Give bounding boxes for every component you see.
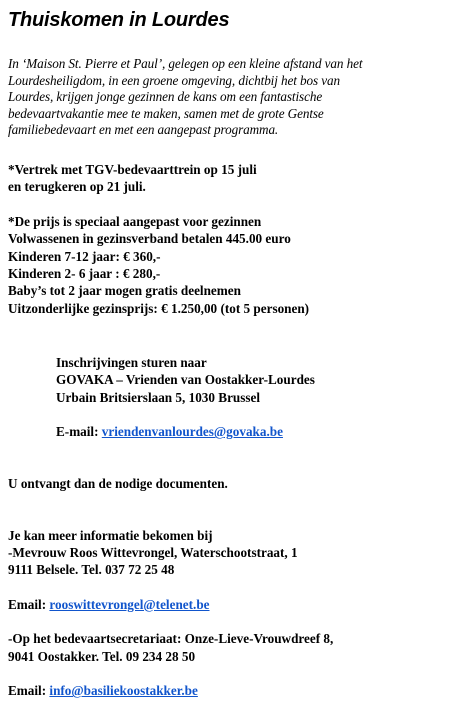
registration-email-line xyxy=(56,423,442,440)
intro-paragraph: In ‘Maison St. Pierre et Paul’, gelegen op een kleine afstand van het Lourdesheiligdom, in een groene omgeving, dichtbij het bos van Lourdes, krijgen jonge gezinnen de kans om een fantastische bedevaartvakantie mee te maken, samen met de grote Gentse familiebedevaart en met een aangepast programma. xyxy=(8,56,363,137)
info-email2-link[interactable]: info@basiliekoostakker.be xyxy=(49,683,198,699)
info-email2-label: Email: xyxy=(8,683,50,699)
registration-email-label: E-mail: xyxy=(56,424,102,440)
info-block xyxy=(8,509,442,717)
registration-block xyxy=(8,337,442,458)
documents-note: U ontvangt dan de nodige documenten. xyxy=(8,475,228,491)
info-email2-line xyxy=(8,682,442,699)
info-email1-label: Email: xyxy=(8,596,50,612)
travel-dates: *Vertrek met TGV-bedevaarttrein op 15 juli en terugkeren op 21 juli. xyxy=(8,161,257,194)
info-email1-line xyxy=(8,596,442,613)
registration-address: Inschrijvingen sturen naar GOVAKA – Vrienden van Oostakker-Lourdes Urbain Britsierslaan 5, 1030 Brussel xyxy=(56,355,315,405)
registration-email-link[interactable]: vriendenvanlourdes@govaka.be xyxy=(101,424,283,440)
info-email1-link[interactable]: rooswittevrongel@telenet.be xyxy=(49,596,210,612)
price-list: *De prijs is speciaal aangepast voor gezinnen Volwassenen in gezinsverband betalen 445.00 euro Kinderen 7-12 jaar: € 360,- Kinderen 2- 6 jaar : € 280,- Baby’s tot 2 jaar mogen gratis deelnemen Uitzonderlijke gezinsprijs: € 1.250,00 (tot 5 personen) xyxy=(8,214,310,316)
info-contact-person: Je kan meer informatie bekomen bij -Mevrouw Roos Wittevrongel, Waterschootstraat, 1 9111 Belsele. Tel. 037 72 25 48 xyxy=(8,527,298,578)
info-secretariat: -Op het bedevaartsecretariaat: Onze-Lieve-Vrouwdreef 8, 9041 Oostakker. Tel. 09 234 28 50 xyxy=(8,631,334,664)
page-title: Thuiskomen in Lourdes xyxy=(8,9,230,31)
